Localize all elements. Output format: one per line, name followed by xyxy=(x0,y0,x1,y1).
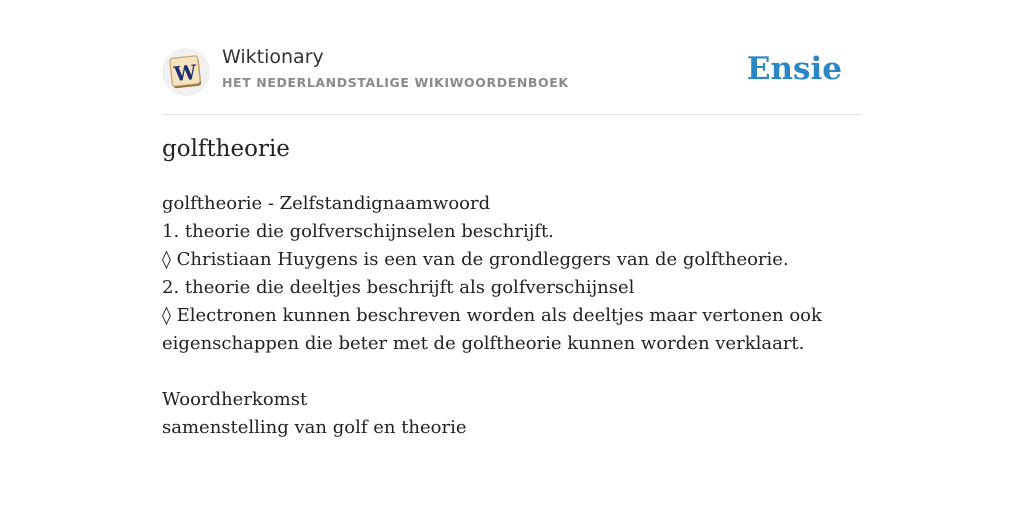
definition-2: 2. theorie die deeltjes beschrijft als golfverschijnsel xyxy=(162,277,635,298)
site-header xyxy=(162,44,862,115)
logo-letter: W xyxy=(172,59,198,87)
site-tagline: HET NEDERLANDSTALIGE WIKIWOORDENBOEK xyxy=(222,75,569,90)
definition-1: 1. theorie die golfverschijnselen beschrijft. xyxy=(162,221,554,242)
brand-logo[interactable]: Ensie xyxy=(746,51,842,87)
site-name[interactable]: Wiktionary xyxy=(222,46,324,68)
example-2-line-2: eigenschappen die beter met de golftheorie kunnen worden verklaart. xyxy=(162,333,805,354)
headword-line: golftheorie - Zelfstandignaamwoord xyxy=(162,193,491,214)
etymology-heading: Woordherkomst xyxy=(162,389,308,410)
spacer xyxy=(162,358,862,386)
wiktionary-logo-icon[interactable] xyxy=(162,48,210,96)
wiktionary-tile-icon xyxy=(162,48,210,96)
example-2-line-1: ◊ Electronen kunnen beschreven worden als deeltjes maar vertonen ook xyxy=(162,305,822,326)
entry-content xyxy=(162,190,862,442)
example-1: ◊ Christiaan Huygens is een van de grondleggers van de golftheorie. xyxy=(162,249,789,270)
entry-card xyxy=(162,0,862,512)
etymology-text: samenstelling van golf en theorie xyxy=(162,417,467,438)
page-title: golftheorie xyxy=(162,136,290,162)
